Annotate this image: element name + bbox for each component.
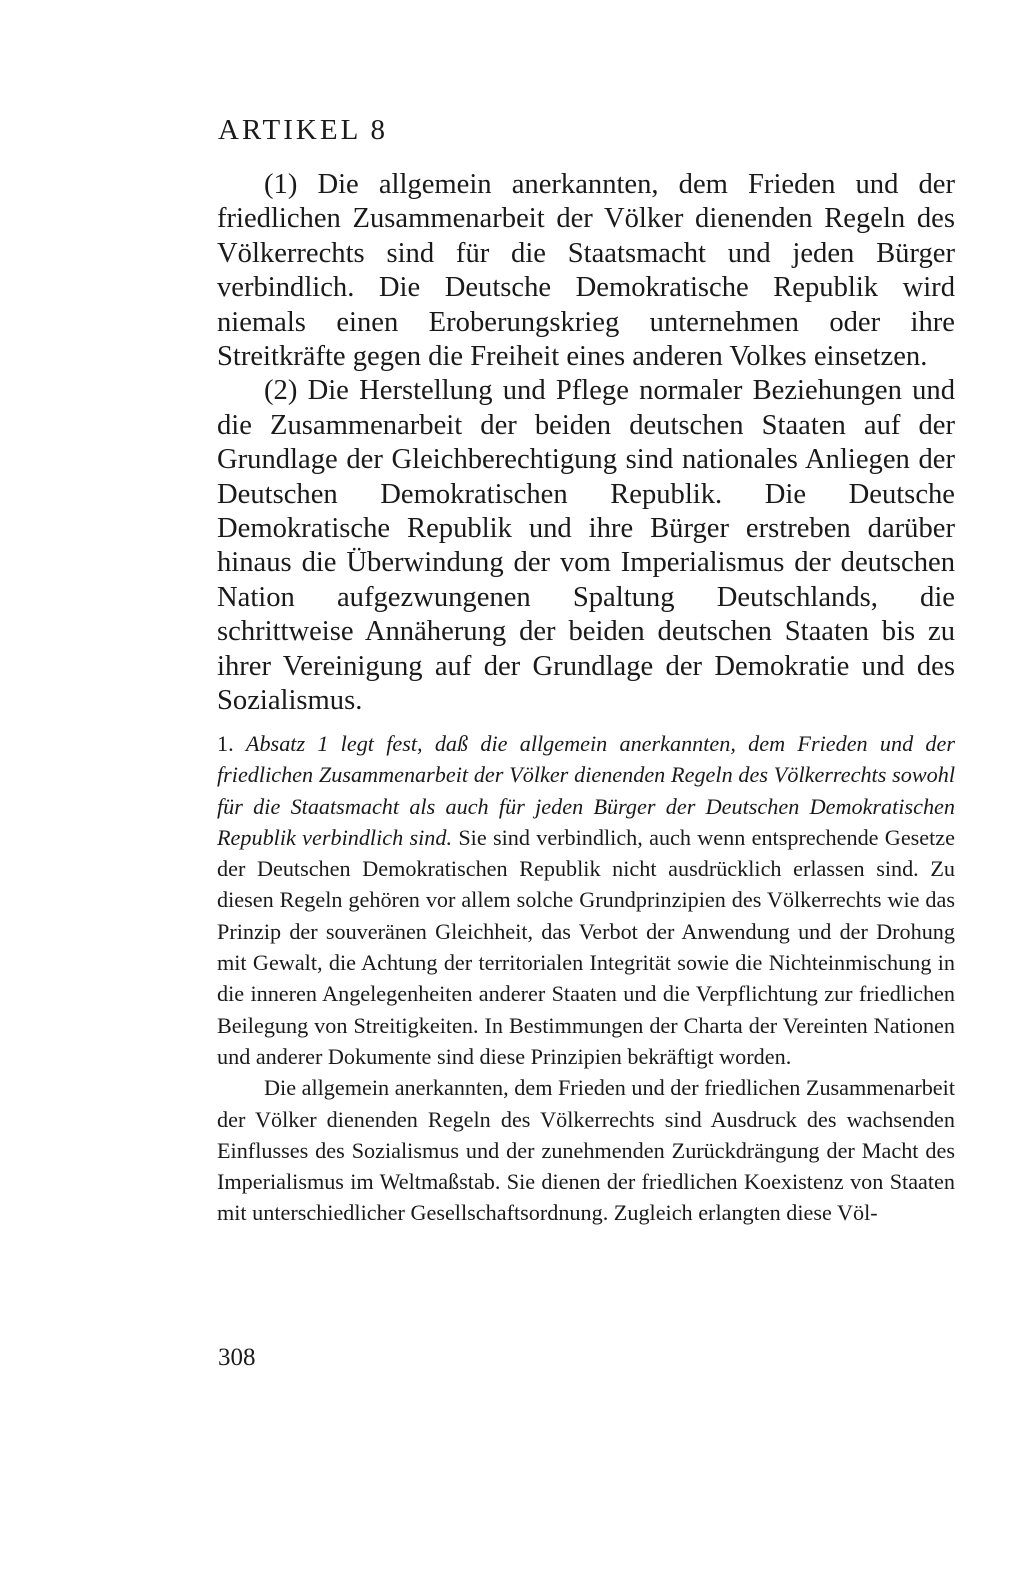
note-number: 1. [217,731,234,756]
article-paragraph-1: (1) Die allgemein anerkannten, dem Frieden und der friedlichen Zusammenarbeit der Völker dienenden Regeln des Völkerrechts sind für die Staatsmacht und jeden Bürger verbindlich. Die Deutsche Demokratische Republik wird niemals einen Eroberungskrieg unternehmen oder ihre Streitkräfte gegen die Freiheit eines anderen Volkes einsetzen. [217,169,955,373]
commentary-note-1 [217,728,955,1072]
article-paragraph-2: (2) Die Herstellung und Pflege normaler Beziehungen und die Zusammenarbeit der beiden deutschen Staaten auf der Grundlage der Gleichberechtigung sind nationales Anliegen der Deutschen Demokratischen Republik. Die Deutsche Demokratische Republik und ihre Bürger erstreben darüber hinaus die Überwindung der vom Imperialismus der deutschen Nation aufgezwungenen Spaltung Deutschlands, die schrittweise Annäherung der beiden deutschen Staaten bis zu ihrer Vereinigung auf der Grundlage der Demokratie und des Sozialismus. [217,375,955,717]
note-italic-summary: Absatz 1 legt fest, daß die allgemein anerkannten, dem Frieden und der friedlichen Zusammenarbeit der Völker dienenden Regeln des Völkerrechts sowohl für die Staatsmacht als auch für jeden Bürger der Deutschen Demokratischen Republik verbindlich sind. [217,731,955,850]
commentary-paragraph-2: Die allgemein anerkannten, dem Frieden und der friedlichen Zusammenarbeit der Völker dienenden Regeln des Völkerrechts sind Ausdruck des wachsenden Einflusses des Sozialismus und der zunehmenden Zurückdrängung der Macht des Imperialismus im Weltmaßstab. Sie dienen der friedlichen Koexistenz von Staaten mit unterschiedlicher Gesellschaftsordnung. Zugleich erlangten diese Völ- [217,1075,955,1226]
note-body-text: Sie sind verbindlich, auch wenn entsprechende Gesetze der Deutschen Demokratischen Republik nicht ausdrücklich erlassen sind. Zu diesen Regeln gehören vor allem solche Grundprinzipien des Völkerrechts wie das Prinzip der souveränen Gleichheit, das Verbot der Anwendung und der Drohung mit Gewalt, die Achtung der territorialen Integrität sowie die Nichteinmischung in die inneren Angelegenheiten anderer Staaten und die Verpflichtung zur friedlichen Beilegung von Streitigkeiten. In Bestimmungen der Charta der Vereinten Nationen und anderer Dokumente sind diese Prinzipien bekräftigt worden. [217,824,956,1069]
commentary-text [217,728,955,1229]
page-number: 308 [218,1344,256,1371]
article-text [217,168,955,719]
article-heading: ARTIKEL 8 [218,114,388,146]
